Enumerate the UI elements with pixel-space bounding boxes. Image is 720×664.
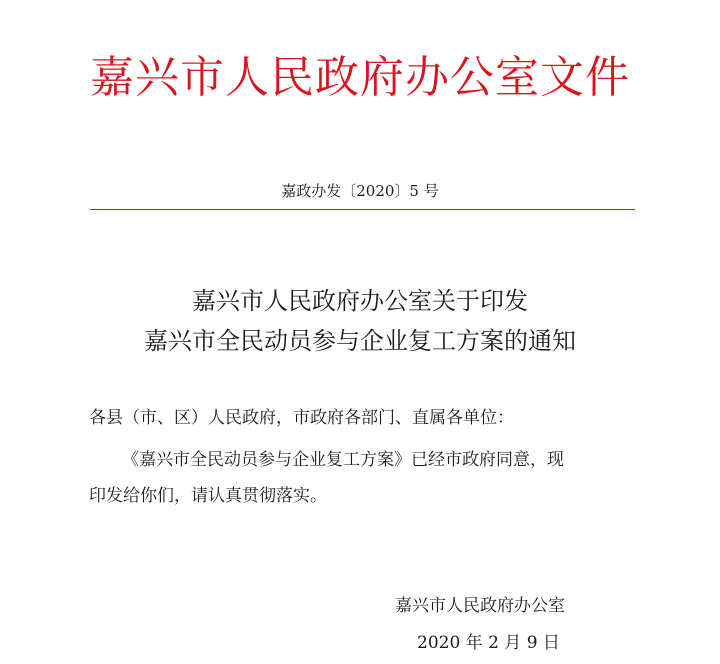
body-paragraph-line-2: 印发给你们，请认真贯彻落实。 bbox=[89, 486, 327, 506]
salutation: 各县（市、区）人民政府，市政府各部门、直属各单位： bbox=[89, 408, 514, 428]
red-divider-line bbox=[90, 209, 635, 210]
document-title-line-2: 嘉兴市全民动员参与企业复工方案的通知 bbox=[144, 327, 576, 355]
document-title-line-1: 嘉兴市人民政府办公室关于印发 bbox=[192, 287, 528, 315]
document-masthead: 嘉兴市人民政府办公室文件 bbox=[90, 52, 630, 103]
body-paragraph-line-1: 《嘉兴市全民动员参与企业复工方案》已经市政府同意，现 bbox=[122, 450, 564, 470]
issuing-authority: 嘉兴市人民政府办公室 bbox=[395, 596, 565, 616]
document-number: 嘉政办发〔2020〕5 号 bbox=[281, 182, 439, 200]
issue-date: 2020 年 2 月 9 日 bbox=[417, 633, 560, 653]
